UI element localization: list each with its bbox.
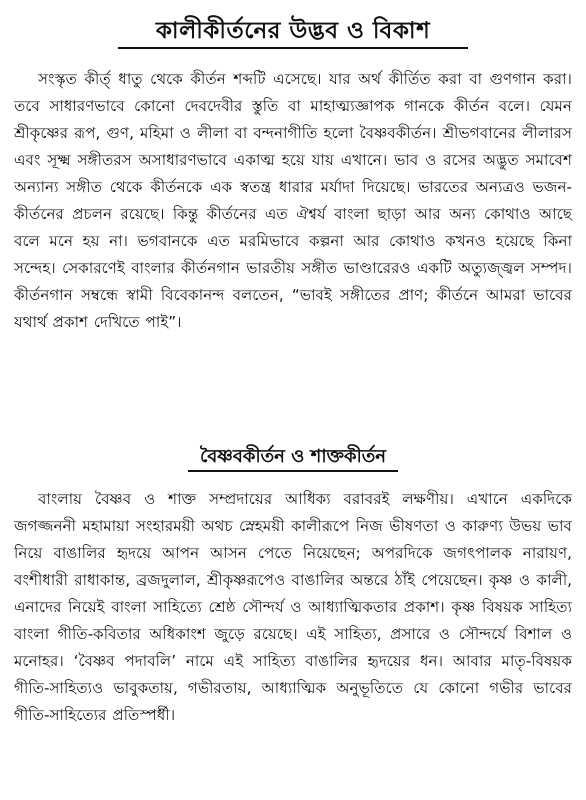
page-title: কালীকীর্তনের উদ্ভব ও বিকাশ: [155, 18, 431, 44]
body-paragraph-1: সংস্কৃত কীর্ত্ ধাতু থেকে কীর্তন শব্দটি এসেছে। যার অর্থ কীর্তিত করা বা গুণগান করা। তবে সাধারণভাবে কোনো দেবদেবীর স্তুতি বা মাহাত্ম্যজ্ঞাপক গানকে কীর্তন বলে। যেমন শ্রীকৃষ্ণের রূপ, গুণ, মহিমা ও লীলা বা বন্দনাগীতি হলো বৈষ্ণবকীর্তন। শ্রীভগবানের লীলারস এবং সূক্ষ্ম সঙ্গীতরস অসাধারণভাবে একাত্ম হয়ে যায় এখানে। ভাব ও রসের অদ্ভুত সমাবেশ অন্যান্য সঙ্গীত থেকে কীর্তনকে এক স্বতন্ত্র ধারার মর্যাদা দিয়েছে। ভারতের অন্যত্রও ভজন-কীর্তনের প্রচলন রয়েছে। কিন্তু কীর্তনের এত ঐশ্বর্য বাংলা ছাড়া আর অন্য কোথাও আছে বলে মনে হয় না। ভগবানকে এত মরমিভাবে কল্পনা আর কোথাও কখনও হয়েছে কিনা সন্দেহ। সেকারণেই বাংলার কীর্তনগান ভারতীয় সঙ্গীত ভাণ্ডারেরও একটি অত্যুজ্জ্বল সম্পদ। কীর্তনগান সম্বন্ধে স্বামী বিবেকানন্দ বলতেন, “ভাবই সঙ্গীতের প্রাণ; কীর্তনে আমরা ভাবের যথার্থ প্রকাশ দেখিতে পাই”।: [14, 70, 572, 331]
section-heading-underline: [188, 470, 398, 472]
title-underline: [118, 47, 468, 49]
body-paragraph-2: বাংলায় বৈষ্ণব ও শাক্ত সম্প্রদায়ের আধিক্য বরাবরই লক্ষণীয়। এখানে একদিকে জগজ্জননী মহামায়া সংহারময়ী অথচ স্নেহময়ী কালীরূপে নিজ ভীষণতা ও কারুণ্য উভয় ভাব নিয়ে বাঙালির হৃদয়ে আপন আসন পেতে নিয়েছেন; অপরদিকে জগৎপালক নারায়ণ, বংশীধারী রাধাকান্ত, ব্রজদুলাল, শ্রীকৃষ্ণরূপেও বাঙালির অন্তরে ঠাঁই পেয়েছেন। কৃষ্ণ ও কালী, এনাদের নিয়েই বাংলা সাহিত্যে শ্রেষ্ঠ সৌন্দর্য ও আধ্যাত্মিকতার প্রকাশ। কৃষ্ণ বিষয়ক সাহিত্য বাংলা গীতি-কবিতার অধিকাংশ জুড়ে রয়েছে। এই সাহিত্য, প্রসারে ও সৌন্দর্যে বিশাল ও মনোহর। ‘বৈষ্ণব পদাবলি’ নামে এই সাহিত্য বাঙালির হৃদয়ের ধন। আবার মাতৃ-বিষয়ক গীতি-সাহিত্যও ভাবুকতায়, গভীরতায়, আধ্যাত্মিক অনুভূতিতে যে কোনো গভীর ভাবের গীতি-সাহিত্যের প্রতিস্পর্ধী।: [14, 490, 572, 724]
section-heading: বৈষ্ণবকীর্তন ও শাক্তকীর্তন: [199, 446, 387, 467]
